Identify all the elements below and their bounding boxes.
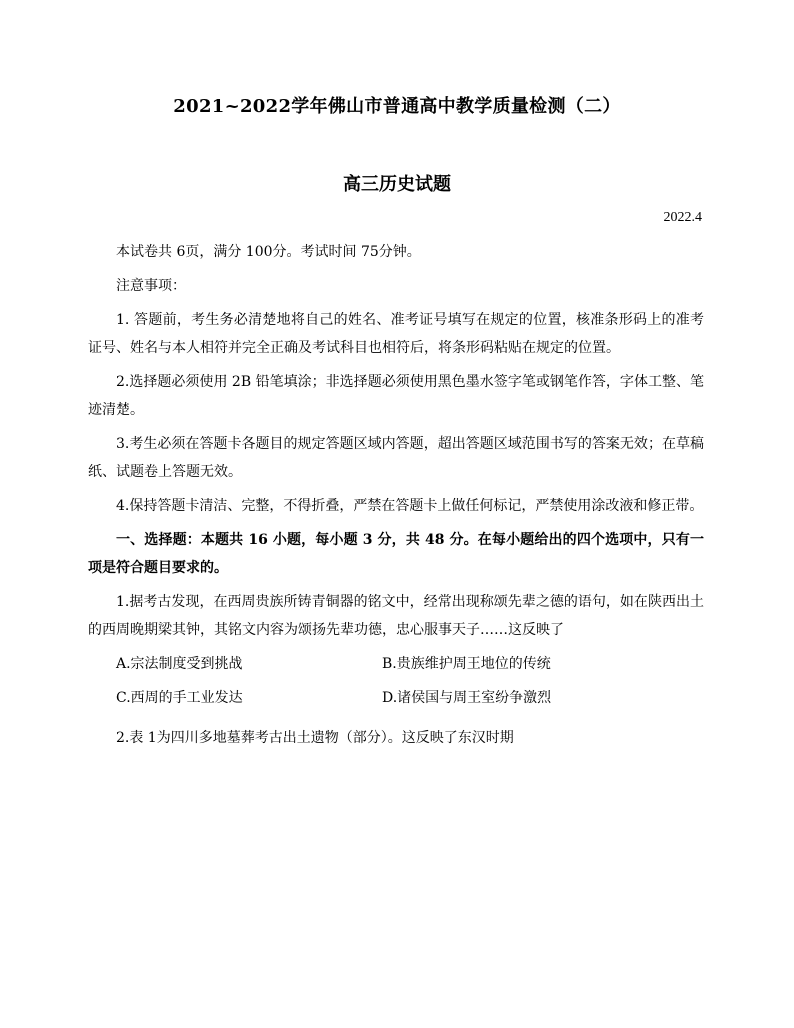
question-1-option-d: D.诸侯国与周王室纷争激烈 bbox=[382, 690, 552, 706]
note-item-4: 4.保持答题卡清洁、完整，不得折叠，严禁在答题卡上做任何标记，严禁使用涂改液和修正带。 bbox=[116, 498, 704, 514]
note-item-3: 3.考生必须在答题卡各题目的规定答题区域内答题，超出答题区域范围书写的答案无效；在草稿纸、试题卷上答题无效。 bbox=[88, 436, 704, 480]
question-1-option-a: A.宗法制度受到挑战 bbox=[116, 656, 243, 672]
question-2-stem: 2.表 1为四川多地墓葬考古出土遗物（部分）。这反映了东汉时期 bbox=[116, 730, 514, 746]
note-item-2: 2.选择题必须使用 2B 铅笔填涂；非选择题必须使用黑色墨水签字笔或钢笔作答，字体工整、笔迹清楚。 bbox=[88, 374, 704, 418]
exam-summary: 本试卷共 6页，满分 100分。考试时间 75分钟。 bbox=[116, 244, 421, 260]
section-heading: 一、选择题：本题共 16 小题，每小题 3 分，共 48 分。在每小题给出的四个选项中，只有一项是符合题目要求的。 bbox=[88, 532, 704, 576]
question-1-option-c: C.西周的手工业发达 bbox=[116, 690, 243, 706]
question-1-stem: 1.据考古发现，在西周贵族所铸青铜器的铭文中，经常出现称颂先辈之德的语句，如在陕西出土的西周晚期梁其钟，其铭文内容为颂扬先辈功德，忠心服事天子……这反映了 bbox=[88, 594, 704, 638]
notes-heading: 注意事项： bbox=[116, 278, 186, 294]
question-1-options bbox=[88, 650, 704, 718]
exam-date: 2022.4 bbox=[663, 210, 702, 225]
question-1-option-b: B.贵族维护周王地位的传统 bbox=[382, 656, 551, 672]
note-item-1: 1. 答题前，考生务必清楚地将自己的姓名、准考证号填写在规定的位置，核准条形码上的准考证号、姓名与本人相符并完全正确及考试科目也相符后，将条形码粘贴在规定的位置。 bbox=[88, 312, 704, 356]
exam-title: 2021~2022学年佛山市普通高中教学质量检测（二） bbox=[173, 96, 621, 117]
exam-body bbox=[88, 238, 704, 758]
exam-subtitle: 高三历史试题 bbox=[343, 174, 451, 195]
